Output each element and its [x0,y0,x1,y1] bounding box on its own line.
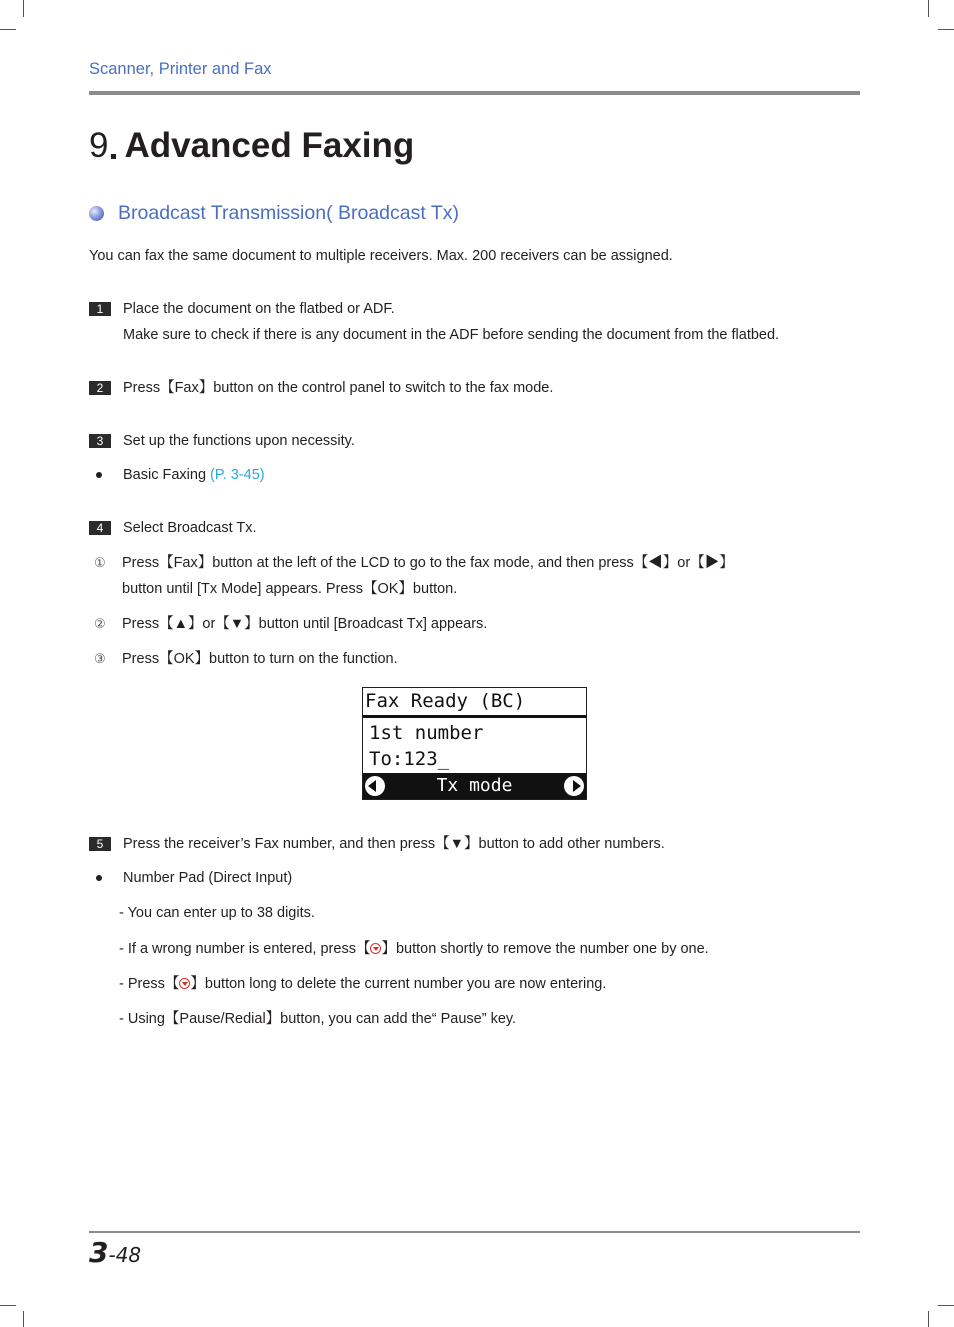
detail-line: - Using【Pause/Redial】button, you can add the“ Pause” key. [119,1011,517,1027]
lcd-mode-bar [363,773,586,799]
detail-line [119,940,709,958]
detail-text: 】button shortly to remove the number one by one. [381,941,709,957]
crop-mark [23,1311,24,1327]
bullet-dot [96,875,102,881]
substep-3-text: Press【OK】button to turn on the function. [122,651,398,667]
lcd-status-line: Fax Ready (BC) [365,690,526,712]
detail-text: - Press【 [119,976,180,992]
step-2-text: Press【Fax】button on the control panel to switch to the fax mode. [123,380,554,396]
arrow-right-icon [564,776,584,796]
substep-marker: ① [94,555,106,570]
crop-mark [928,0,929,17]
lcd-prompt-line: 1st number [369,722,484,744]
page-number-suffix: -48 [108,1243,142,1267]
step-number: 1 [89,302,111,316]
crop-mark [928,1311,929,1327]
step-number: 3 [89,434,111,448]
substep-marker: ② [94,616,106,631]
step-1-text: Place the document on the flatbed or ADF. [123,301,395,317]
chapter-page-number: 3 [89,1236,109,1269]
intro-text: You can fax the same document to multiple receivers. Max. 200 receivers can be assigned. [89,248,673,264]
section-title: Broadcast Transmission( Broadcast Tx) [118,202,460,224]
step-number: 2 [89,381,111,395]
step-5-text: Press the receiver’s Fax number, and then press【▼】button to add other numbers. [123,836,665,852]
substep-1-text: Press【Fax】button at the left of the LCD to go to the fax mode, and then press【◀】or【▶】 [122,555,734,571]
step-1-note: Make sure to check if there is any document in the ADF before sending the document from the flatbed. [123,327,780,343]
header-rule [89,91,860,95]
step-number: 4 [89,521,111,535]
lcd-input-line: To:123_ [369,748,450,770]
sphere-bullet-icon [89,206,104,221]
detail-text: - If a wrong number is entered, press【 [119,941,371,957]
chapter-title [89,126,414,166]
substep-2-text: Press【▲】or【▼】button until [Broadcast Tx] appears. [122,616,488,632]
step-number: 5 [89,837,111,851]
crop-mark [938,1305,954,1306]
chapter-dot [111,154,116,159]
substep-marker: ③ [94,651,106,666]
stop-icon [370,943,381,954]
running-header: Scanner, Printer and Fax [89,60,272,78]
step-4-text: Select Broadcast Tx. [123,520,257,536]
step-3-text: Set up the functions upon necessity. [123,433,355,449]
step-5-bullet: Number Pad (Direct Input) [123,870,293,886]
bullet-text: Basic Faxing [123,467,211,483]
arrow-left-icon [365,776,385,796]
footer-rule [89,1231,860,1233]
chapter-title-text: Advanced Faxing [124,126,415,165]
detail-line: - You can enter up to 38 digits. [119,905,315,921]
stop-icon [179,978,190,989]
lcd-mode-label: Tx mode [436,775,513,796]
detail-line [119,975,606,993]
chapter-number: 9 [89,126,109,165]
lcd-display [362,687,587,800]
bullet-dot [96,472,102,478]
detail-text: 】button long to delete the current number you are now entering. [190,976,607,992]
page-number [89,1236,141,1269]
substep-1-text-cont: button until [Tx Mode] appears. Press【OK】button. [122,581,458,597]
lcd-separator [363,715,586,718]
crop-mark [23,0,24,17]
step-3-bullet [123,466,265,484]
crop-mark [0,1305,16,1306]
crop-mark [938,29,954,30]
crop-mark [0,29,16,30]
page-reference-link[interactable]: (P. 3-45) [210,467,265,483]
section-heading [89,202,459,225]
